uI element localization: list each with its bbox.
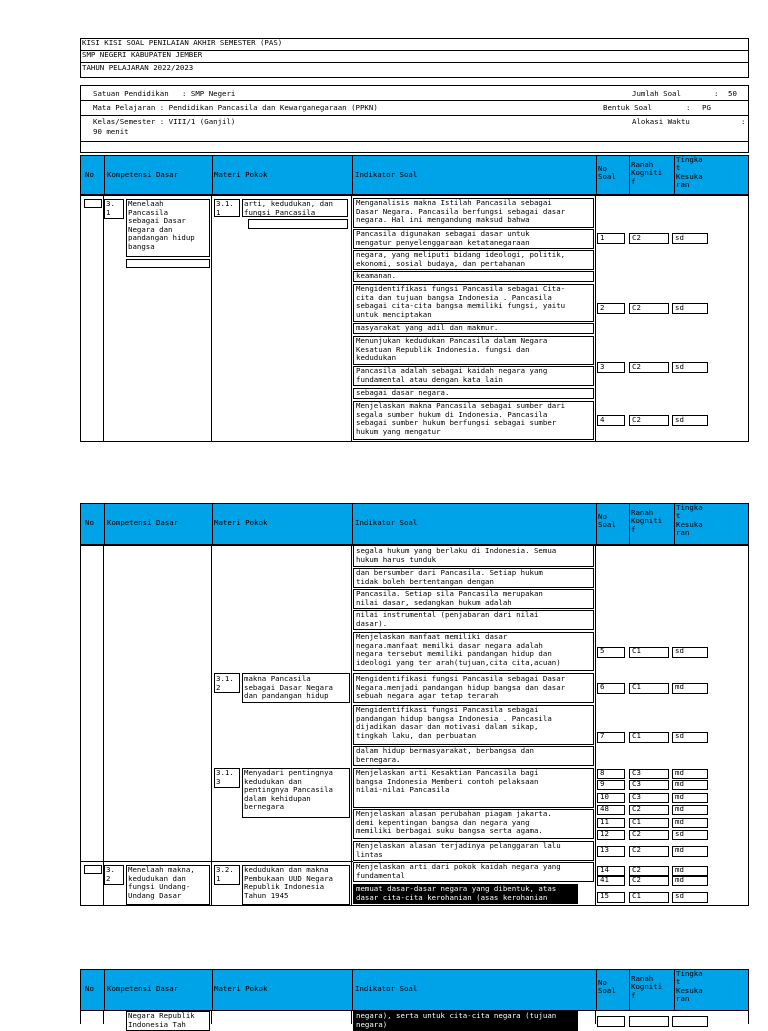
ranah-value: C3 [632, 768, 641, 777]
indikator-text: Mengidentifikasi fungsi Pancasila sebagai pandangan hidup bangsa Indonesia . Pancasila dijadikan dasar dan motivasi dalam sikap, tingkah laku, dan perbuatan [356, 705, 552, 740]
th-nosoal-1: No Soal [598, 164, 616, 182]
ranah-value: C1 [632, 682, 641, 691]
tingkat-value: md [675, 875, 684, 884]
indikator-text: Menjelaskan arti Kesaktian Pancasila bagi bangsa Indonesia Memberi contoh pelaksaan nilai-nilai Pancasila [356, 768, 539, 795]
th-kd-3: Kompetensi Dasar [107, 984, 179, 993]
no-soal-value: 2 [600, 303, 605, 312]
th-indikator-3: Indikator Soal [355, 984, 418, 993]
indikator-text: Menganalisis makna Istilah Pancasila sebagai Dasar Negara. Pancasila berfungsi sebagai dasar negara. Hal ini mengandung maksud bahwa [356, 198, 566, 225]
info-bentuk-value: PG [702, 103, 711, 112]
doc-title-1: KISI KISI SOAL PENILAIAN AKHIR SEMESTER (PAS) [82, 38, 283, 47]
info-waktu: 90 menit [93, 127, 129, 136]
indikator-text-highlighted: negara), serta untuk cita-cita negara (tujuan negara) [356, 1011, 557, 1029]
kd-number: 3. 2 [106, 865, 115, 883]
no-soal-value: 10 [600, 792, 609, 801]
indikator-text: dan bersumber dari Pancasila. Setiap hukum tidak boleh bertentangan dengan [356, 568, 543, 586]
ranah-value: C2 [632, 415, 641, 424]
indikator-text: nilai instrumental (penjabaran dari nilai dasar). [356, 610, 539, 628]
no-soal-value: 6 [600, 682, 605, 691]
tingkat-value: sd [675, 303, 684, 312]
no-soal-value: 8 [600, 768, 605, 777]
tingkat-value: sd [675, 829, 684, 838]
th-ranah-1: Ranah Kogniti f [631, 160, 663, 186]
th-kd-2: Kompetensi Dasar [107, 518, 179, 527]
doc-title-2: SMP NEGERI KABUPATEN JEMBER [82, 50, 203, 59]
tingkat-value: sd [675, 233, 684, 242]
ranah-value: C2 [632, 362, 641, 371]
ranah-value: C2 [632, 804, 641, 813]
no-soal-value: 13 [600, 845, 609, 854]
no-soal-value: 41 [600, 875, 609, 884]
kd-text: Negara Republik Indonesia Tah [128, 1011, 195, 1029]
indikator-text: Pancasila digunakan sebagai dasar untuk mengatur penyelenggaraan ketatanegaraan [356, 229, 530, 247]
tingkat-value: sd [675, 646, 684, 655]
th-ranah-2: Ranah Kogniti f [631, 508, 663, 534]
info-satuan: Satuan Pendidikan : SMP Negeri [93, 89, 236, 98]
materi-number: 3.1. 1 [216, 199, 234, 217]
th-indikator-2: Indikator Soal [355, 518, 418, 527]
tingkat-value: md [675, 817, 684, 826]
info-bentuk-colon: : [686, 103, 691, 112]
th-nosoal-3: No Soal [598, 978, 616, 996]
kd-text: Menelaah Pancasila sebagai Dasar Negara dan pandangan hidup bangsa [128, 199, 195, 251]
indikator-text-highlighted: memuat dasar-dasar negara yang dibentuk, atas dasar cita-cita kerohanian (asas kerohanian [356, 884, 557, 902]
row-divider [80, 861, 353, 862]
ranah-value: C2 [632, 845, 641, 854]
ranah-value: C1 [632, 817, 641, 826]
tingkat-value: sd [675, 731, 684, 740]
materi-number: 3.1. 2 [216, 674, 234, 692]
doc-title-3: TAHUN PELAJARAN 2022/2023 [82, 63, 194, 72]
no-soal-value: 9 [600, 779, 605, 788]
th-tingkat-1: Tingka t Kesuka ran [676, 155, 703, 190]
no-soal-value: 15 [600, 891, 609, 900]
info-alokasi-label: Alokasi Waktu [632, 117, 690, 126]
th-tingkat-2: Tingka t Kesuka ran [676, 503, 703, 538]
no-soal-value: 14 [600, 865, 609, 874]
no-soal-value: 5 [600, 646, 605, 655]
ranah-value: C3 [632, 779, 641, 788]
tingkat-value: sd [675, 891, 684, 900]
indikator-text: Mengidentifikasi fungsi Pancasila sebagai Cita- cita dan tujuan bangsa Indonesia . Pancasila sebagai cita-cita bangsa memiliki fungsi, yaitu untuk menciptakan [356, 284, 566, 319]
th-indikator-1: Indikator Soal [355, 170, 418, 179]
th-materi-2: Materi Pokok [214, 518, 268, 527]
materi-empty-box [248, 219, 348, 229]
tingkat-value: sd [675, 362, 684, 371]
indikator-text: Menjelaskan alasan perubahan piagam jakarta. demi kepentingan bangsa dan negara yang memiliki berbagai suku bangsa serta agama. [356, 809, 552, 836]
indikator-text: Menjelaskan arti dari pokok kaidah negara yang fundamental [356, 862, 561, 880]
materi-number: 3.1. 3 [216, 768, 234, 786]
kd-text: Menelaah makna, kedudukan dan fungsi Undang- Undang Dasar [128, 865, 195, 900]
info-alokasi-colon: : [741, 117, 746, 126]
tingkat-value: md [675, 682, 684, 691]
ranah-value: C2 [632, 233, 641, 242]
no-soal-value: 48 [600, 804, 609, 813]
no-soal-cell [597, 1016, 625, 1027]
indikator-text: Menjelaskan manfaat memiliki dasar negara.manfaat memilki dasar negara adalah negara tersebut memiliki pandangan hidup dan ideologi yang ter arah(tujuan,cita cita,acuan) [356, 632, 561, 667]
no-soal-value: 3 [600, 362, 605, 371]
info-jumlah-colon: : [714, 89, 719, 98]
ranah-value: C1 [632, 731, 641, 740]
indikator-text: Menjelaskan makna Pancasila sebagai sumber dari segala sumber hukum di Indonesia. Pancasila sebagai sumber hukum berfungsi sebagai sumber hukum yang mengatur [356, 401, 566, 436]
indikator-text: Menjelaskan alasan terjadinya pelanggaran lalu lintas [356, 841, 561, 859]
indikator-text: Menunjukan kedudukan Pancasila dalam Negara Kesatuan Republik Indonesia. fungsi dan kedudukan [356, 336, 548, 363]
th-materi-1: Materi Pokok [214, 170, 268, 179]
indikator-text: Pancasila adalah sebagai kaidah negara yang fundamental atau dengan kata lain [356, 366, 548, 384]
tingkat-value: sd [675, 415, 684, 424]
ranah-value: C2 [632, 303, 641, 312]
materi-number: 3.2. 1 [216, 865, 234, 883]
ranah-value: C2 [632, 865, 641, 874]
ranah-value: C2 [632, 829, 641, 838]
tingkat-value: md [675, 845, 684, 854]
info-mapel: Mata Pelajaran : Pendidikan Pancasila dan Kewarganegaraan (PPKN) [93, 103, 378, 112]
no-soal-value: 12 [600, 829, 609, 838]
kd-empty-box [126, 259, 210, 268]
no-soal-value: 7 [600, 731, 605, 740]
th-no-3: No [85, 984, 94, 993]
indikator-text: keamanan. [356, 271, 397, 280]
kd-number: 3. 1 [106, 199, 115, 217]
materi-text: kedudukan dan makna Pembukaan UUD Negara Republik Indonesia Tahun 1945 [244, 865, 333, 900]
tingkat-value: md [675, 865, 684, 874]
info-jumlah-label: Jumlah Soal [632, 89, 681, 98]
kd-no-box [84, 865, 102, 874]
th-no-1: No [85, 170, 94, 179]
indikator-text: dalam hidup bermasyarakat, berbangsa dan bernegara. [356, 746, 534, 764]
materi-text: arti, kedudukan, dan fungsi Pancasila [244, 199, 333, 217]
no-soal-value: 4 [600, 415, 605, 424]
tingkat-value: md [675, 804, 684, 813]
info-jumlah-value: 50 [728, 89, 737, 98]
kd-no-box [84, 199, 102, 208]
info-kelas: Kelas/Semester : VIII/1 (Ganjil) [93, 117, 236, 126]
ranah-value: C3 [632, 792, 641, 801]
tingkat-value: md [675, 779, 684, 788]
th-tingkat-3: Tingka t Kesuka ran [676, 969, 703, 1004]
indikator-text: negara, yang meliputi bidang ideologi, politik, ekonomi, sosial budaya, dan pertahanan [356, 250, 566, 268]
indikator-text: Pancasila. Setiap sila Pancasila merupakan nilai dasar, sedangkan hukum adalah [356, 589, 543, 607]
tingkat-cell [672, 1016, 708, 1027]
th-nosoal-2: No Soal [598, 512, 616, 530]
ranah-cell [629, 1016, 669, 1027]
th-materi-3: Materi Pokok [214, 984, 268, 993]
tingkat-value: md [675, 768, 684, 777]
indikator-text: sebagai dasar negara. [356, 388, 450, 397]
no-soal-value: 11 [600, 817, 609, 826]
info-bentuk-label: Bentuk Soal [603, 103, 652, 112]
ranah-value: C1 [632, 891, 641, 900]
ranah-value: C1 [632, 646, 641, 655]
indikator-text: segala hukum yang berlaku di Indonesia. Semua hukum harus tunduk [356, 546, 557, 564]
indikator-text: Mengidentifikasi fungsi Pancasila sebagai Dasar Negara.menjadi pandangan hidup bangsa dan dasar sebuah negara agar tetap terarah [356, 674, 566, 701]
indikator-text: masyarakat yang adil dan makmur. [356, 323, 499, 332]
th-ranah-3: Ranah Kogniti f [631, 974, 663, 1000]
no-soal-value: 1 [600, 233, 605, 242]
tingkat-value: md [675, 792, 684, 801]
ranah-value: C2 [632, 875, 641, 884]
materi-text: Menyadari pentingnya kedudukan dan pentingnya Pancasila dalam kehidupan bernegara [244, 768, 333, 812]
th-no-2: No [85, 518, 94, 527]
th-kd-1: Kompetensi Dasar [107, 170, 179, 179]
materi-text: makna Pancasila sebagai Dasar Negara dan pandangan hidup [244, 674, 333, 701]
